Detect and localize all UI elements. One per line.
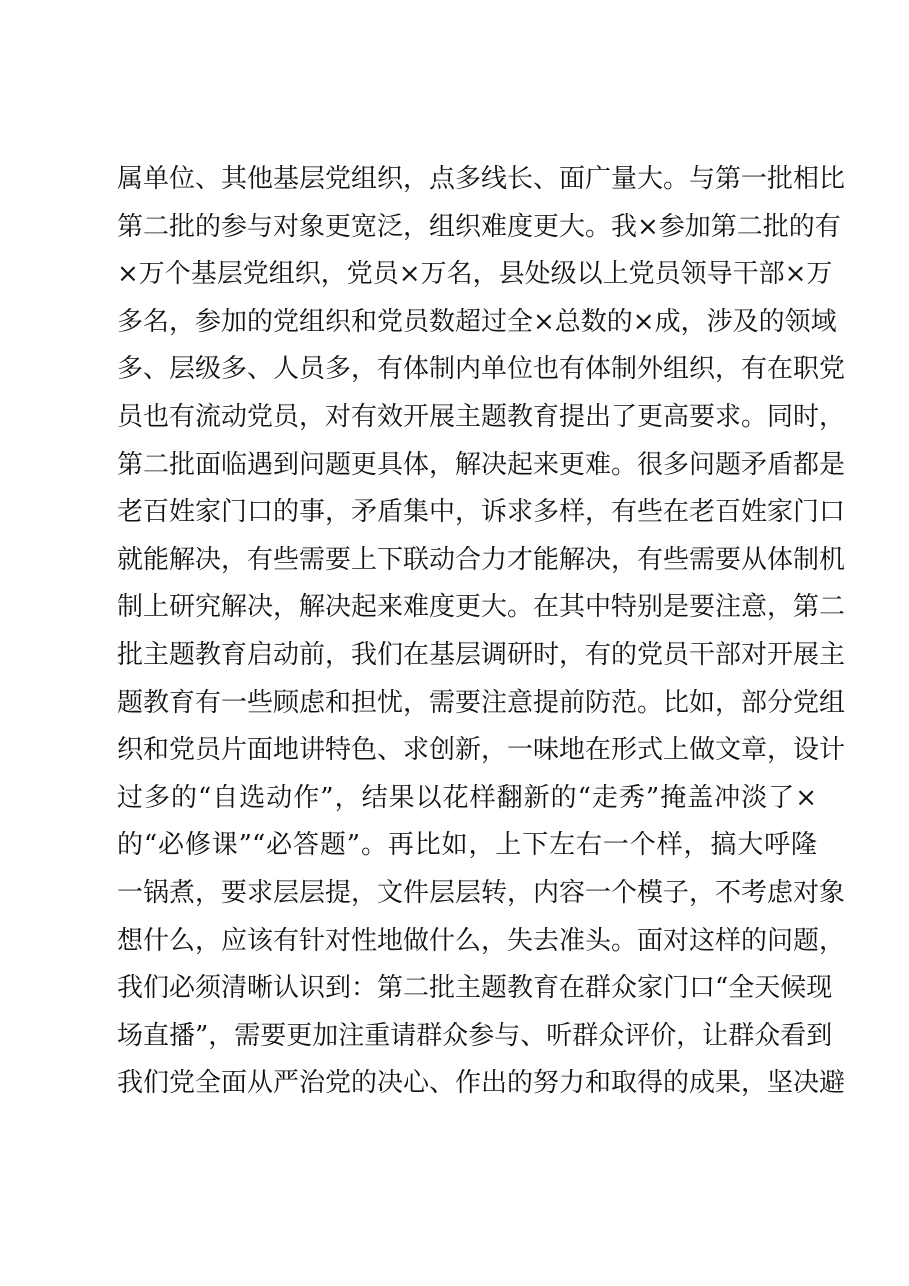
text-line: 第二批面临遇到问题更具体，解决起来更难。很多问题矛盾都是 bbox=[117, 449, 846, 480]
text-line: 我们必须清晰认识到：第二批主题教育在群众家门口“全天候现 bbox=[117, 973, 833, 1004]
text-line: 多名，参加的党组织和党员数超过全×总数的×成，涉及的领域 bbox=[117, 306, 837, 337]
text-line: 多、层级多、人员多，有体制内单位也有体制外组织，有在职党 bbox=[117, 354, 846, 385]
text-line: 一锅煮，要求层层提，文件层层转，内容一个模子，不考虑对象 bbox=[117, 877, 846, 908]
text-line: 属单位、其他基层党组织，点多线长、面广量大。与第一批相比 bbox=[117, 164, 846, 194]
text-line: 我们党全面从严治党的决心、作出的努力和取得的成果，坚决避 bbox=[117, 1068, 846, 1099]
text-line: 过多的“自选动作”，结果以花样翻新的“走秀”掩盖冲淡了× bbox=[117, 782, 817, 813]
text-line: 第二批的参与对象更宽泛，组织难度更大。我×参加第二批的有 bbox=[117, 211, 841, 242]
text-line: 织和党员片面地讲特色、求创新，一味地在形式上做文章，设计 bbox=[117, 735, 846, 766]
text-line: 就能解决，有些需要上下联动合力才能解决，有些需要从体制机 bbox=[117, 544, 846, 575]
text-line: 员也有流动党员，对有效开展主题教育提出了更高要求。同时， bbox=[117, 401, 846, 432]
text-line: 老百姓家门口的事，矛盾集中，诉求多样，有些在老百姓家门口 bbox=[117, 497, 846, 528]
text-line: 制上研究解决，解决起来难度更大。在其中特别是要注意，第二 bbox=[117, 592, 846, 623]
text-line: 题教育有一些顾虑和担忧，需要注意提前防范。比如，部分党组 bbox=[117, 687, 846, 718]
text-line: 的“必修课”“必答题”。再比如，上下左右一个样，搞大呼隆 bbox=[117, 830, 817, 861]
text-line: 想什么，应该有针对性地做什么，失去准头。面对这样的问题， bbox=[117, 925, 846, 956]
text-line: 场直播”，需要更加注重请群众参与、听群众评价，让群众看到 bbox=[117, 1020, 833, 1051]
text-line: ×万个基层党组织，党员×万名，县处级以上党员领导干部×万 bbox=[117, 259, 833, 290]
body-text bbox=[117, 156, 846, 1108]
text-line: 批主题教育启动前，我们在基层调研时，有的党员干部对开展主 bbox=[117, 639, 846, 670]
